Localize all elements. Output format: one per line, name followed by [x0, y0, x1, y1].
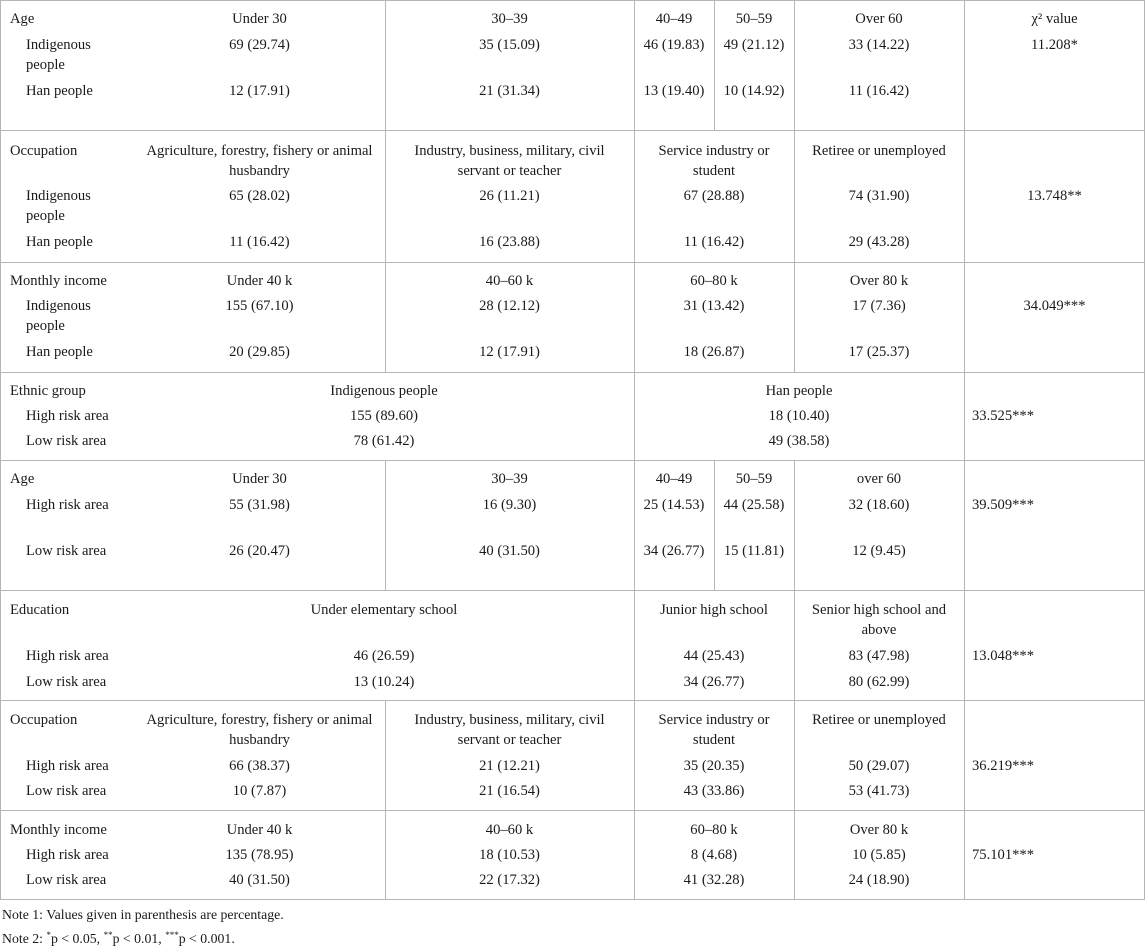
data-cell: 18 (10.53) — [479, 847, 540, 863]
data-cell: 80 (62.99) — [848, 674, 910, 690]
row-label: High risk area — [26, 648, 109, 664]
row-label: Indigenous people — [26, 188, 91, 224]
data-cell: 65 (28.02) — [229, 188, 290, 204]
data-cell: 35 (15.09) — [479, 37, 540, 53]
note2-text-2: p < 0.01, — [112, 931, 166, 946]
chi-square-value: 33.525*** — [972, 408, 1035, 424]
data-cell: 24 (18.90) — [848, 872, 910, 888]
column-divider — [385, 810, 386, 899]
chi-square-value: 13.048*** — [972, 648, 1035, 664]
column-divider — [714, 460, 715, 590]
column-divider — [385, 0, 386, 130]
data-cell: 33 (14.22) — [848, 37, 910, 53]
note2-prefix: Note 2: — [2, 931, 47, 946]
column-header: Junior high school — [660, 602, 768, 618]
column-divider — [385, 700, 386, 810]
data-cell: 49 (38.58) — [768, 433, 830, 449]
column-divider — [964, 810, 965, 899]
data-cell: 8 (4.68) — [690, 847, 738, 863]
data-cell: 16 (23.88) — [479, 234, 540, 250]
data-cell: 25 (14.53) — [643, 497, 705, 513]
note2-text-1: p < 0.05, — [50, 931, 104, 946]
block-label: Monthly income — [10, 273, 107, 289]
row-label: Low risk area — [26, 872, 107, 888]
block-label: Age — [10, 11, 35, 27]
data-cell: 12 (17.91) — [229, 83, 290, 99]
column-divider — [634, 372, 635, 460]
data-cell: 74 (31.90) — [848, 188, 910, 204]
column-divider — [964, 262, 965, 372]
data-cell: 49 (21.12) — [723, 37, 785, 53]
note2-sup-3: *** — [165, 930, 179, 940]
column-divider — [634, 810, 635, 899]
data-cell: 11 (16.42) — [848, 83, 910, 99]
data-cell: 10 (7.87) — [232, 783, 287, 799]
column-divider — [634, 262, 635, 372]
row-label: Han people — [26, 83, 93, 99]
data-cell: 50 (29.07) — [848, 758, 910, 774]
column-divider — [964, 460, 965, 590]
row-label: Han people — [26, 344, 93, 360]
data-cell: 83 (47.98) — [848, 648, 910, 664]
column-header: 40–49 — [655, 471, 693, 487]
block-divider — [0, 262, 1145, 263]
block-label: Age — [10, 471, 35, 487]
data-cell: 11 (16.42) — [683, 234, 745, 250]
column-header: Under 30 — [232, 11, 287, 27]
column-header: Han people — [765, 383, 833, 399]
data-cell: 155 (89.60) — [349, 408, 419, 424]
column-divider — [634, 700, 635, 810]
column-divider — [794, 130, 795, 262]
row-label: Low risk area — [26, 783, 107, 799]
table-note-1: Note 1: Values given in parenthesis are percentage. — [2, 907, 284, 922]
data-cell: 69 (29.74) — [229, 37, 290, 53]
row-label: Low risk area — [26, 543, 107, 559]
column-divider — [794, 590, 795, 700]
column-divider — [794, 700, 795, 810]
data-cell: 21 (12.21) — [479, 758, 540, 774]
block-divider — [0, 810, 1145, 811]
data-cell: 12 (17.91) — [479, 344, 540, 360]
data-cell: 35 (20.35) — [683, 758, 745, 774]
column-divider — [634, 590, 635, 700]
data-cell: 18 (26.87) — [683, 344, 745, 360]
stat-header: χ² value — [1031, 11, 1078, 27]
data-cell: 31 (13.42) — [683, 298, 745, 314]
note2-text-3: p < 0.001. — [178, 931, 235, 946]
row-label: Indigenous people — [26, 298, 91, 334]
data-cell: 34 (26.77) — [643, 543, 705, 559]
data-cell: 21 (16.54) — [479, 783, 540, 799]
block-divider — [0, 372, 1145, 373]
data-cell: 40 (31.50) — [229, 872, 290, 888]
column-header: Service industry or student — [658, 712, 770, 748]
column-divider — [634, 460, 635, 590]
data-cell: 10 (5.85) — [852, 847, 906, 863]
note2-sup-2: ** — [103, 930, 113, 940]
column-header: Indigenous people — [330, 383, 438, 399]
row-label: High risk area — [26, 497, 109, 513]
block-divider — [0, 899, 1145, 900]
row-label: Han people — [26, 234, 93, 250]
data-cell: 13 (10.24) — [353, 674, 415, 690]
chi-square-value: 75.101*** — [972, 847, 1035, 863]
data-cell: 43 (33.86) — [683, 783, 745, 799]
column-header: Industry, business, military, civil servant or teacher — [414, 712, 605, 748]
chi-square-value: 34.049*** — [1023, 298, 1086, 314]
data-cell: 11 (16.42) — [229, 234, 290, 250]
column-header: over 60 — [856, 471, 902, 487]
row-label: High risk area — [26, 847, 109, 863]
column-header: Under 30 — [232, 471, 287, 487]
data-cell: 32 (18.60) — [848, 497, 910, 513]
data-cell: 20 (29.85) — [229, 344, 290, 360]
column-header: Over 80 k — [849, 822, 909, 838]
data-cell: 46 (26.59) — [353, 648, 415, 664]
column-header: Agriculture, forestry, fishery or animal husbandry — [146, 712, 373, 748]
data-cell: 78 (61.42) — [353, 433, 415, 449]
data-cell: 41 (32.28) — [683, 872, 745, 888]
data-cell: 135 (78.95) — [225, 847, 294, 863]
data-cell: 40 (31.50) — [479, 543, 540, 559]
block-divider — [0, 700, 1145, 701]
column-divider — [385, 460, 386, 590]
column-header: Under 40 k — [226, 822, 293, 838]
column-divider — [634, 0, 635, 130]
column-divider — [964, 590, 965, 700]
data-cell: 44 (25.58) — [723, 497, 785, 513]
table-border-top — [0, 0, 1145, 1]
column-header: 30–39 — [491, 471, 528, 487]
data-cell: 29 (43.28) — [848, 234, 910, 250]
column-divider — [714, 0, 715, 130]
chi-square-value: 39.509*** — [972, 497, 1035, 513]
column-divider — [964, 700, 965, 810]
column-header: 60–80 k — [690, 822, 738, 838]
data-cell: 21 (31.34) — [479, 83, 540, 99]
data-cell: 12 (9.45) — [852, 543, 906, 559]
block-divider — [0, 460, 1145, 461]
row-label: Indigenous people — [26, 37, 91, 73]
column-header: 60–80 k — [690, 273, 738, 289]
data-cell: 26 (20.47) — [229, 543, 290, 559]
column-divider — [794, 810, 795, 899]
row-label: High risk area — [26, 408, 109, 424]
block-divider — [0, 130, 1145, 131]
column-header: Agriculture, forestry, fishery or animal husbandry — [146, 143, 373, 179]
data-cell: 67 (28.88) — [683, 188, 745, 204]
column-header: 30–39 — [491, 11, 528, 27]
data-cell: 53 (41.73) — [848, 783, 910, 799]
column-header: 40–49 — [655, 11, 693, 27]
data-cell: 44 (25.43) — [683, 648, 745, 664]
column-header: Under elementary school — [310, 602, 458, 618]
column-header: Industry, business, military, civil servant or teacher — [414, 143, 605, 179]
data-cell: 17 (25.37) — [848, 344, 910, 360]
block-label: Education — [10, 602, 70, 618]
data-cell: 15 (11.81) — [723, 543, 785, 559]
column-header: Under 40 k — [226, 273, 293, 289]
column-divider — [385, 130, 386, 262]
data-cell: 28 (12.12) — [479, 298, 540, 314]
column-divider — [794, 262, 795, 372]
note2-sup-1: * — [46, 930, 51, 940]
block-divider — [0, 590, 1145, 591]
column-header: Senior high school and above — [811, 602, 947, 638]
row-label: Low risk area — [26, 674, 107, 690]
data-cell: 66 (38.37) — [229, 758, 290, 774]
data-cell: 22 (17.32) — [479, 872, 540, 888]
block-label: Ethnic group — [10, 383, 86, 399]
data-cell: 17 (7.36) — [852, 298, 906, 314]
data-cell: 26 (11.21) — [479, 188, 540, 204]
block-label: Occupation — [10, 712, 78, 728]
data-cell: 18 (10.40) — [768, 408, 830, 424]
row-label: High risk area — [26, 758, 109, 774]
row-label: Low risk area — [26, 433, 107, 449]
data-cell: 155 (67.10) — [225, 298, 294, 314]
data-cell: 10 (14.92) — [723, 83, 785, 99]
chi-square-value: 36.219*** — [972, 758, 1035, 774]
table-border-left — [0, 0, 1, 899]
column-header: 50–59 — [735, 11, 773, 27]
data-cell: 55 (31.98) — [229, 497, 290, 513]
column-divider — [634, 130, 635, 262]
column-header: Over 80 k — [849, 273, 909, 289]
chi-square-value: 13.748** — [1027, 188, 1082, 204]
block-label: Monthly income — [10, 822, 107, 838]
column-header: Over 60 — [855, 11, 903, 27]
data-cell: 16 (9.30) — [482, 497, 537, 513]
data-cell: 46 (19.83) — [643, 37, 705, 53]
column-divider — [794, 460, 795, 590]
column-header: Retiree or unemployed — [812, 143, 946, 159]
column-divider — [794, 0, 795, 130]
column-header: 40–60 k — [485, 822, 534, 838]
block-label: Occupation — [10, 143, 78, 159]
data-cell: 34 (26.77) — [683, 674, 745, 690]
chi-square-value: 11.208* — [1031, 37, 1078, 53]
column-header: 50–59 — [735, 471, 773, 487]
column-divider — [385, 262, 386, 372]
column-divider — [964, 372, 965, 460]
data-cell: 13 (19.40) — [643, 83, 705, 99]
column-header: 40–60 k — [485, 273, 534, 289]
column-header: Service industry or student — [658, 143, 770, 179]
column-header: Retiree or unemployed — [812, 712, 946, 728]
